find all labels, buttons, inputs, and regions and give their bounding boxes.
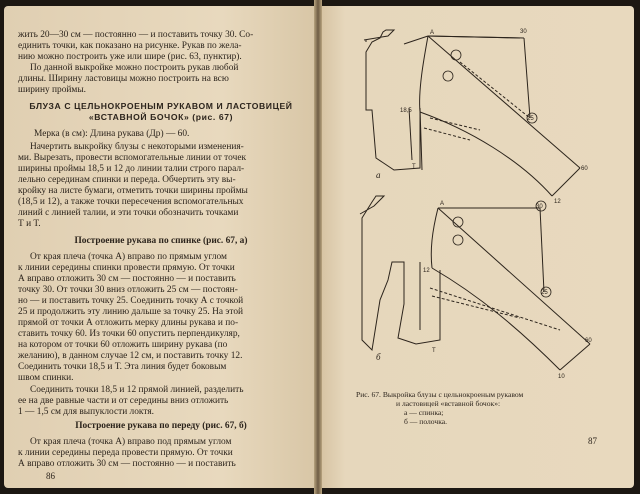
point-label-60: 60	[581, 166, 588, 172]
measure-line: Мерка (в см): Длина рукава (Др) — 60.	[34, 129, 190, 139]
text-line: к линии середины переда провести прямую. От точки	[18, 448, 233, 458]
text-line: Начертить выкройку блузы с некоторыми изменения-	[30, 142, 244, 152]
text-line: ее на две равные части и от середины вниз отложить	[18, 396, 229, 406]
point-label-60: 60	[585, 338, 592, 344]
figure-label-b: б	[376, 352, 381, 362]
point-label-10: 10	[558, 374, 565, 380]
text-line: желанию), в данном случае 12 см, и поставить точку 12.	[18, 351, 243, 361]
text-line: единить точки, как показано на рисунке. Рукав по жела-	[18, 41, 242, 51]
text-line: линий с линией талии, и эти точки обозначить точками	[18, 208, 239, 218]
marker-circle	[453, 235, 463, 245]
text-line: к линии середины спинки провести прямую. От точки	[18, 263, 235, 273]
text-line: длины. Ширину ластовицы можно построить на всю	[18, 74, 229, 84]
text-line: на котором от точки 60 отложить ширину рукава (по	[18, 340, 228, 350]
figure-caption	[356, 390, 523, 426]
figure-b-drawing	[360, 196, 590, 370]
caption-line: а — спинка;	[404, 408, 444, 417]
text-line: (18,5 и 12), а также точки пересечения вспомогательных	[18, 197, 244, 207]
point-label-25: 25	[541, 290, 548, 296]
page-number-right: 87	[588, 436, 597, 446]
text-line: прямой от точки А отложить мерку длины рукава и по-	[18, 318, 239, 328]
point-label-T: T	[432, 348, 436, 354]
figure-a-drawing	[364, 30, 580, 196]
text-line: жить 20—30 см — постоянно — и поставить точку 30. Со-	[18, 30, 254, 40]
text-line: 25 и продолжить эту линию дальше за точку 25. На этой	[18, 307, 244, 317]
point-label-12: 12	[423, 268, 430, 274]
point-label-30: 30	[536, 204, 543, 210]
text-line: нию можно построить уже или шире (рис. 63, пунктир).	[18, 52, 242, 62]
point-label-12: 12	[554, 199, 561, 205]
figure-label-a: а	[376, 170, 381, 180]
text-line: Соединить точки 18,5 и 12 прямой линией, разделить	[30, 385, 244, 395]
marker-circle	[443, 71, 453, 81]
subheading-front: Построение рукава по переду (рис. 67, б)	[75, 421, 247, 431]
text-line: 1 — 1,5 см для выпуклости локтя.	[18, 407, 154, 417]
subheading-back: Построение рукава по спинке (рис. 67, а)	[74, 236, 248, 246]
caption-line: б — полочка.	[404, 417, 448, 426]
section-heading: «ВСТАВНОЙ БОЧОК» (рис. 67)	[88, 112, 234, 122]
text-line: ширину проймы.	[18, 85, 86, 95]
text-line: Соединить точки 18,5 и Т. Эта линия будет боковым	[18, 362, 227, 372]
point-label-A: A	[440, 201, 445, 207]
text-line: ширины проймы 18,5 и 12 до линии талии строго парал-	[18, 164, 245, 174]
text-line: А вправо отложить 30 см — постоянно — и поставить	[18, 459, 236, 469]
text-line: лельно серединам спинки и переда. Обчертить эту вы-	[18, 175, 236, 185]
marker-circle	[451, 50, 461, 60]
text-line: швом спинки.	[18, 373, 74, 383]
text-line: Т и Т.	[18, 219, 41, 229]
text-line: кройку на листе бумаги, отметить точки ширины проймы	[18, 186, 248, 196]
point-label-25: 25	[527, 116, 534, 122]
figure-b-labels	[376, 201, 592, 380]
page-number-left: 86	[46, 471, 55, 481]
text-line: По данной выкройке можно построить рукав любой	[30, 63, 239, 73]
point-label-30: 30	[520, 29, 527, 35]
point-label-A: A	[430, 30, 435, 36]
point-label-18-5: 18,5	[400, 108, 412, 114]
figure-a-labels	[376, 29, 588, 205]
text-line: ставить точку 60. Из точки 60 опустить перпендикуляр,	[18, 329, 240, 339]
text-line: точку 30. От точки 30 вниз отложить 25 см — постоян-	[18, 285, 238, 295]
text-line: От края плеча (точка А) вправо под прямым углом	[30, 437, 232, 447]
caption-line: и ластовицей «вставной бочок»:	[396, 399, 501, 408]
text-line: но — и поставить точку 25. Соединить точку А с точкой	[18, 296, 244, 306]
caption-line: Рис. 67. Выкройка блузы с цельнокроеным рукавом	[356, 390, 524, 399]
section-heading: БЛУЗА С ЦЕЛЬНОКРОЕНЫМ РУКАВОМ И ЛАСТОВИЦЕЙ	[29, 101, 293, 111]
point-label-T: T	[412, 164, 416, 170]
text-line: А вправо отложить 30 см — постоянно — и поставить	[18, 274, 236, 284]
text-line: От края плеча (точка А) вправо по прямым углом	[30, 252, 227, 262]
text-line: ми. Вырезать, провести вспомогательные линии от точек	[18, 153, 247, 163]
